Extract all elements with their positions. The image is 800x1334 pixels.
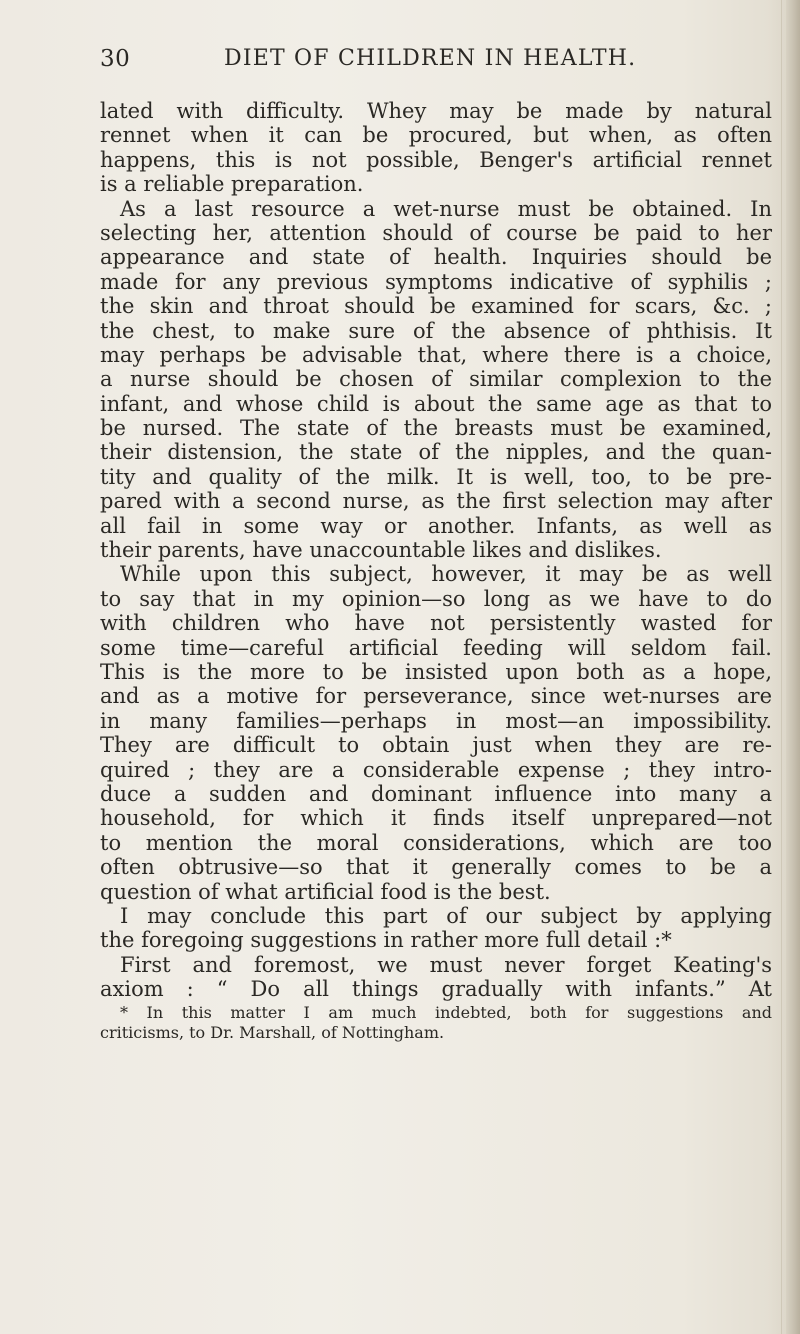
text-line: tity and quality of the milk. It is well, too, to be pre- xyxy=(100,464,772,489)
text-line: axiom : “ Do all things gradually with infants.” At xyxy=(100,977,772,1002)
text-line: made for any previous symptoms indicative of syphilis ; xyxy=(100,269,772,294)
footnote-line: * In this matter I am much indebted, both for suggestions and xyxy=(120,1003,772,1023)
text-line: is a reliable preparation. xyxy=(100,172,364,197)
body-text xyxy=(100,99,772,1043)
text-line: infant, and whose child is about the same age as that to xyxy=(100,391,772,416)
text-line: be nursed. The state of the breasts must be examined, xyxy=(100,416,772,441)
text-line: I may conclude this part of our subject by applying xyxy=(120,903,772,928)
text-line: lated with difficulty. Whey may be made by natural xyxy=(100,99,772,123)
footnote-line: criticisms, to Dr. Marshall, of Nottingham. xyxy=(100,1023,445,1043)
text-line: appearance and state of health. Inquiries should be xyxy=(100,245,772,270)
footnote xyxy=(100,1003,772,1043)
text-line: the foregoing suggestions in rather more full detail :* xyxy=(100,928,672,953)
text-line: may perhaps be advisable that, where there is a choice, xyxy=(100,342,772,367)
text-line: quired ; they are a considerable expense ; they intro- xyxy=(100,757,772,782)
text-line: often obtrusive—so that it generally comes to be a xyxy=(100,855,772,880)
text-line: all fail in some way or another. Infants, as well as xyxy=(100,513,772,538)
text-line: their parents, have unaccountable likes and dislikes. xyxy=(100,538,662,563)
text-line: with children who have not persistently wasted for xyxy=(100,611,772,636)
text-line: rennet when it can be procured, but when, as often xyxy=(100,123,772,148)
text-line: They are difficult to obtain just when they are re- xyxy=(100,733,772,758)
text-line: While upon this subject, however, it may be as well xyxy=(120,562,772,587)
text-line: happens, this is not possible, Benger's artificial rennet xyxy=(100,147,772,172)
text-line: selecting her, attention should of course be paid to her xyxy=(100,220,772,245)
page-header xyxy=(100,46,780,86)
text-line: pared with a second nurse, as the first selection may after xyxy=(100,489,772,514)
text-line: This is the more to be insisted upon both as a hope, xyxy=(100,659,772,684)
text-line: some time—careful artificial feeding will seldom fail. xyxy=(100,635,772,660)
text-line: duce a sudden and dominant influence into many a xyxy=(100,781,772,806)
text-line: in many families—perhaps in most—an impossibility. xyxy=(100,708,772,733)
text-line: and as a motive for perseverance, since wet-nurses are xyxy=(100,684,772,709)
page-number: 30 xyxy=(100,46,131,72)
text-line: a nurse should be chosen of similar complexion to the xyxy=(100,367,772,392)
text-line: As a last resource a wet-nurse must be obtained. In xyxy=(120,196,772,221)
page-fold-line xyxy=(781,0,782,1334)
text-line: the skin and throat should be examined for scars, &c. ; xyxy=(100,294,772,319)
text-line: First and foremost, we must never forget Keating's xyxy=(120,952,772,977)
page-edge-shadow xyxy=(786,0,800,1334)
text-line: to say that in my opinion—so long as we have to do xyxy=(100,586,772,611)
text-line: to mention the moral considerations, which are too xyxy=(100,830,772,855)
body-lines xyxy=(100,99,772,1001)
text-line: question of what artificial food is the best. xyxy=(100,879,551,904)
running-title: DIET OF CHILDREN IN HEALTH. xyxy=(224,46,637,71)
text-line: household, for which it finds itself unprepared—not xyxy=(100,806,772,831)
text-line: their distension, the state of the nipples, and the quan- xyxy=(100,440,772,465)
text-line: the chest, to make sure of the absence of phthisis. It xyxy=(100,318,772,343)
